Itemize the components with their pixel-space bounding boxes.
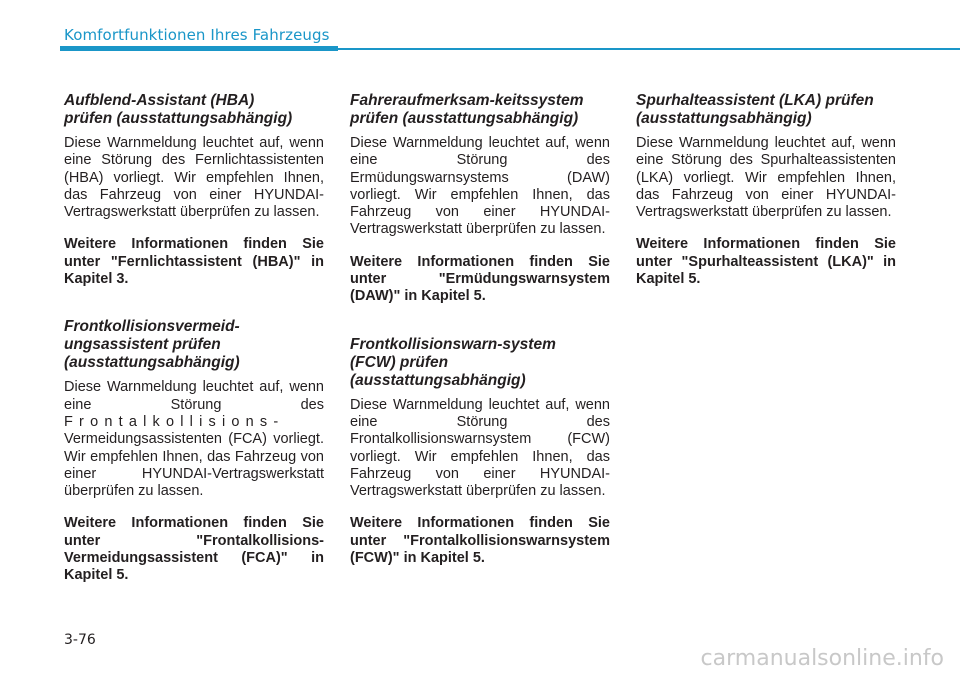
watermark: carmanualsonline.info [700,646,944,671]
section-title: Fahreraufmerksam-keitssystem prüfen (ausstattungsabhängig) [350,92,584,127]
section-reference: Weitere Informationen finden Sie unter "Fernlichtassistent (HBA)" in Kapitel 3. [64,236,324,288]
section-reference: Weitere Informationen finden Sie unter "Frontalkollisionswarnsystem (FCW)" in Kapitel 5. [350,515,610,567]
section-title: Spurhalteassistent (LKA) prüfen (ausstattungsabhängig) [636,92,874,127]
section-lka [636,92,896,288]
header-rule [60,48,960,50]
section-body: Diese Warnmeldung leuchtet auf, wenn eine Störung des Frontalkollisions- Vermeidungsassistenten (FCA) vorliegt. Wir empfehlen Ihnen, das Fahrzeug von einer HYUNDAI-Vertragswerkstatt überprüfen zu lassen. [64,379,324,500]
section-reference: Weitere Informationen finden Sie unter "Spurhalteassistent (LKA)" in Kapitel 5. [636,236,896,288]
page-number: 3-76 [64,632,96,648]
section-title: Frontkollisionswarn-system (FCW) prüfen (ausstattungsabhängig) [350,335,556,389]
column-2 [350,92,610,597]
section-daw [350,92,610,306]
section-reference: Weitere Informationen finden Sie unter "Frontalkollisions-Vermeidungsassistent (FCA)" in Kapitel 5. [64,515,324,584]
column-1 [64,92,324,615]
section-body: Diese Warnmeldung leuchtet auf, wenn eine Störung des Ermüdungswarnsystems (DAW) vorliegt. Wir empfehlen Ihnen, das Fahrzeug von einer HYUNDAI-Vertragswerkstatt überprüfen zu lassen. [350,135,610,238]
section-reference: Weitere Informationen finden Sie unter "Ermüdungswarnsystem (DAW)" in Kapitel 5. [350,253,610,305]
section-body: Diese Warnmeldung leuchtet auf, wenn eine Störung des Frontalkollisionswarnsystem (FCW) vorliegt. Wir empfehlen Ihnen, das Fahrzeug von einer HYUNDAI-Vertragswerkstatt überprüfen zu lassen. [350,396,610,500]
column-3 [636,92,896,318]
section-body: Diese Warnmeldung leuchtet auf, wenn eine Störung des Fernlichtassistenten (HBA) vorliegt. Wir empfehlen Ihnen, das Fahrzeug von einer HYUNDAI-Vertragswerkstatt überprüfen zu lassen. [64,135,324,221]
section-fcw [350,336,610,568]
section-title: Aufblend-Assistant (HBA) prüfen (ausstattungsabhängig) [64,92,293,127]
chapter-title: Komfortfunktionen Ihres Fahrzeugs [64,26,330,44]
section-fca [64,318,324,584]
section-body: Diese Warnmeldung leuchtet auf, wenn eine Störung des Spurhalteassistenten (LKA) vorliegt. Wir empfehlen Ihnen, das Fahrzeug von einer HYUNDAI-Vertragswerkstatt überprüfen zu lassen. [636,135,896,221]
section-title: Frontkollisionsvermeid- ungsassistent prüfen (ausstattungsabhängig) [64,318,240,372]
section-hba [64,92,324,288]
